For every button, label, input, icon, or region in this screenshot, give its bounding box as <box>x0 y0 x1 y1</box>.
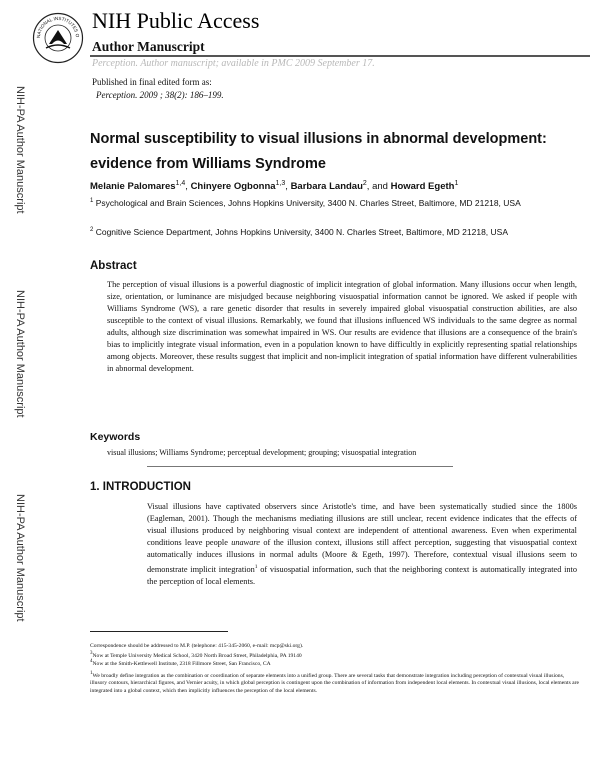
abstract-heading: Abstract <box>90 260 137 272</box>
published-label: Published in final edited form as: <box>92 77 212 87</box>
affiliation-2: $^2$ Cognitive Science Department, Johns Hopkins University, 3400 N. Charles Street, Baltimore, MD 21218, USA <box>90 226 508 237</box>
logo-arc-text: NATIONAL INSTITUTES O <box>35 15 81 39</box>
author-name: Melanie Palomares <box>90 181 176 193</box>
author-name: Howard Egeth <box>390 181 455 193</box>
footnote-1: $^1$We broadly define integration as the combination or coordination of separate elements into a unified group. There are several tasks that demonstrate integration including perception of contextual visual illusions, illusory contours, hierarchical figures, and Vernier acuity, in which global perception is contingent upon the combination of information from independent local elements. In contextual visual illusions, local elements are integrated into a global context, which then implicitly influences the perception of the local elements. <box>90 671 580 694</box>
keywords-heading: Keywords <box>90 431 141 443</box>
author-name: Barbara Landau <box>290 181 363 193</box>
header-divider <box>90 55 590 57</box>
abstract-text: The perception of visual illusions is a powerful diagnostic of implicit integration of global information. Many illusions occur when length, size, orientation, or luminance are misjudged because neighboring visuospatial information cannot be ignored. We asked if people with Williams Syndrome (WS), a rare genetic disorder that results in severely impaired global visuospatial construction abilities, are also susceptible to the context of visual illusions. Remarkably, we found that illusions influenced WS individuals to the same degree as normal adults, although size discrimination was somewhat impaired in WS. Our results are evidence that illusions are a consequence of the brain's bias to implicitly integrate visual information, even in a population known to have difficultly in explicitly representing spatial relationships among objects. Moreover, these results suggest that implicit and non-implicit integration of spatial information have different vulnerabilities in abnormal development. <box>107 280 577 374</box>
author-name: Chinyere Ogbonna <box>190 181 276 193</box>
footnote-3: $^3$Now at Temple University Medical School, 3420 North Broad Street, Philadelphia, PA 19140 <box>90 651 302 659</box>
sidebar-label-middle: NIH-PA Author Manuscript <box>14 290 26 418</box>
availability-note: Perception. Author manuscript; available in PMC 2009 September 17. <box>92 58 375 69</box>
footnote-4: $^4$Now at the Smith-Kettlewell Institute, 2318 Fillmore Street, San Francisco, CA <box>90 659 271 667</box>
introduction-text: Visual illusions have captivated observers since Aristotle's time, and have been systematically studied since the 1800s (Eagleman, 2001). Though the mechanisms mediating illusions are still unclear, recent evidence indicates that the effects of visual illusions produced by neighboring visual context are independent of attentional awareness. Even when experimental conditions leave people unaware of the illusion context, illusions still affect perception, suggesting that visuospatial context automatically induces illusions in normal adults (Moore & Egeth, 1997). Therefore, contextual visual illusions seem to demonstrate implicit integration$^1$ of visuospatial information, such that the neighboring context is automatically integrated into the perception of local elements. <box>147 502 577 587</box>
section-heading-introduction: 1. INTRODUCTION <box>90 481 191 493</box>
nih-logo <box>32 12 84 64</box>
footnote-correspondence: Correspondence should be addressed to M.P. (telephone: 415-345-2060, e-mail: mcp@ski.org). <box>90 643 304 649</box>
author-manuscript-label: Author Manuscript <box>92 39 205 54</box>
affiliation-1: $^1$ Psychological and Brain Sciences, Johns Hopkins University, 3400 N. Charles Street, Baltimore, MD 21218, USA <box>90 197 521 208</box>
nih-public-access-title: NIH Public Access <box>92 8 260 33</box>
sidebar-label-top: NIH-PA Author Manuscript <box>14 86 26 214</box>
sidebar-label-bottom: NIH-PA Author Manuscript <box>14 494 26 622</box>
paper-title: Normal susceptibility to visual illusions in abnormal development: evidence from Williams Syndrome <box>90 131 547 172</box>
author-list: Melanie Palomares$^{1,4}$, Chinyere Ogbonna$^{1,3}$, Barbara Landau$^2$, and Howard Egeth$^1$ <box>90 180 459 193</box>
keywords-divider <box>147 466 453 467</box>
footnote-divider <box>90 631 228 632</box>
published-citation: Perception. 2009 ; 38(2): 186–199. <box>96 90 224 100</box>
keywords-text: visual illusions; Williams Syndrome; perceptual development; grouping; visuospatial integration <box>107 448 417 457</box>
